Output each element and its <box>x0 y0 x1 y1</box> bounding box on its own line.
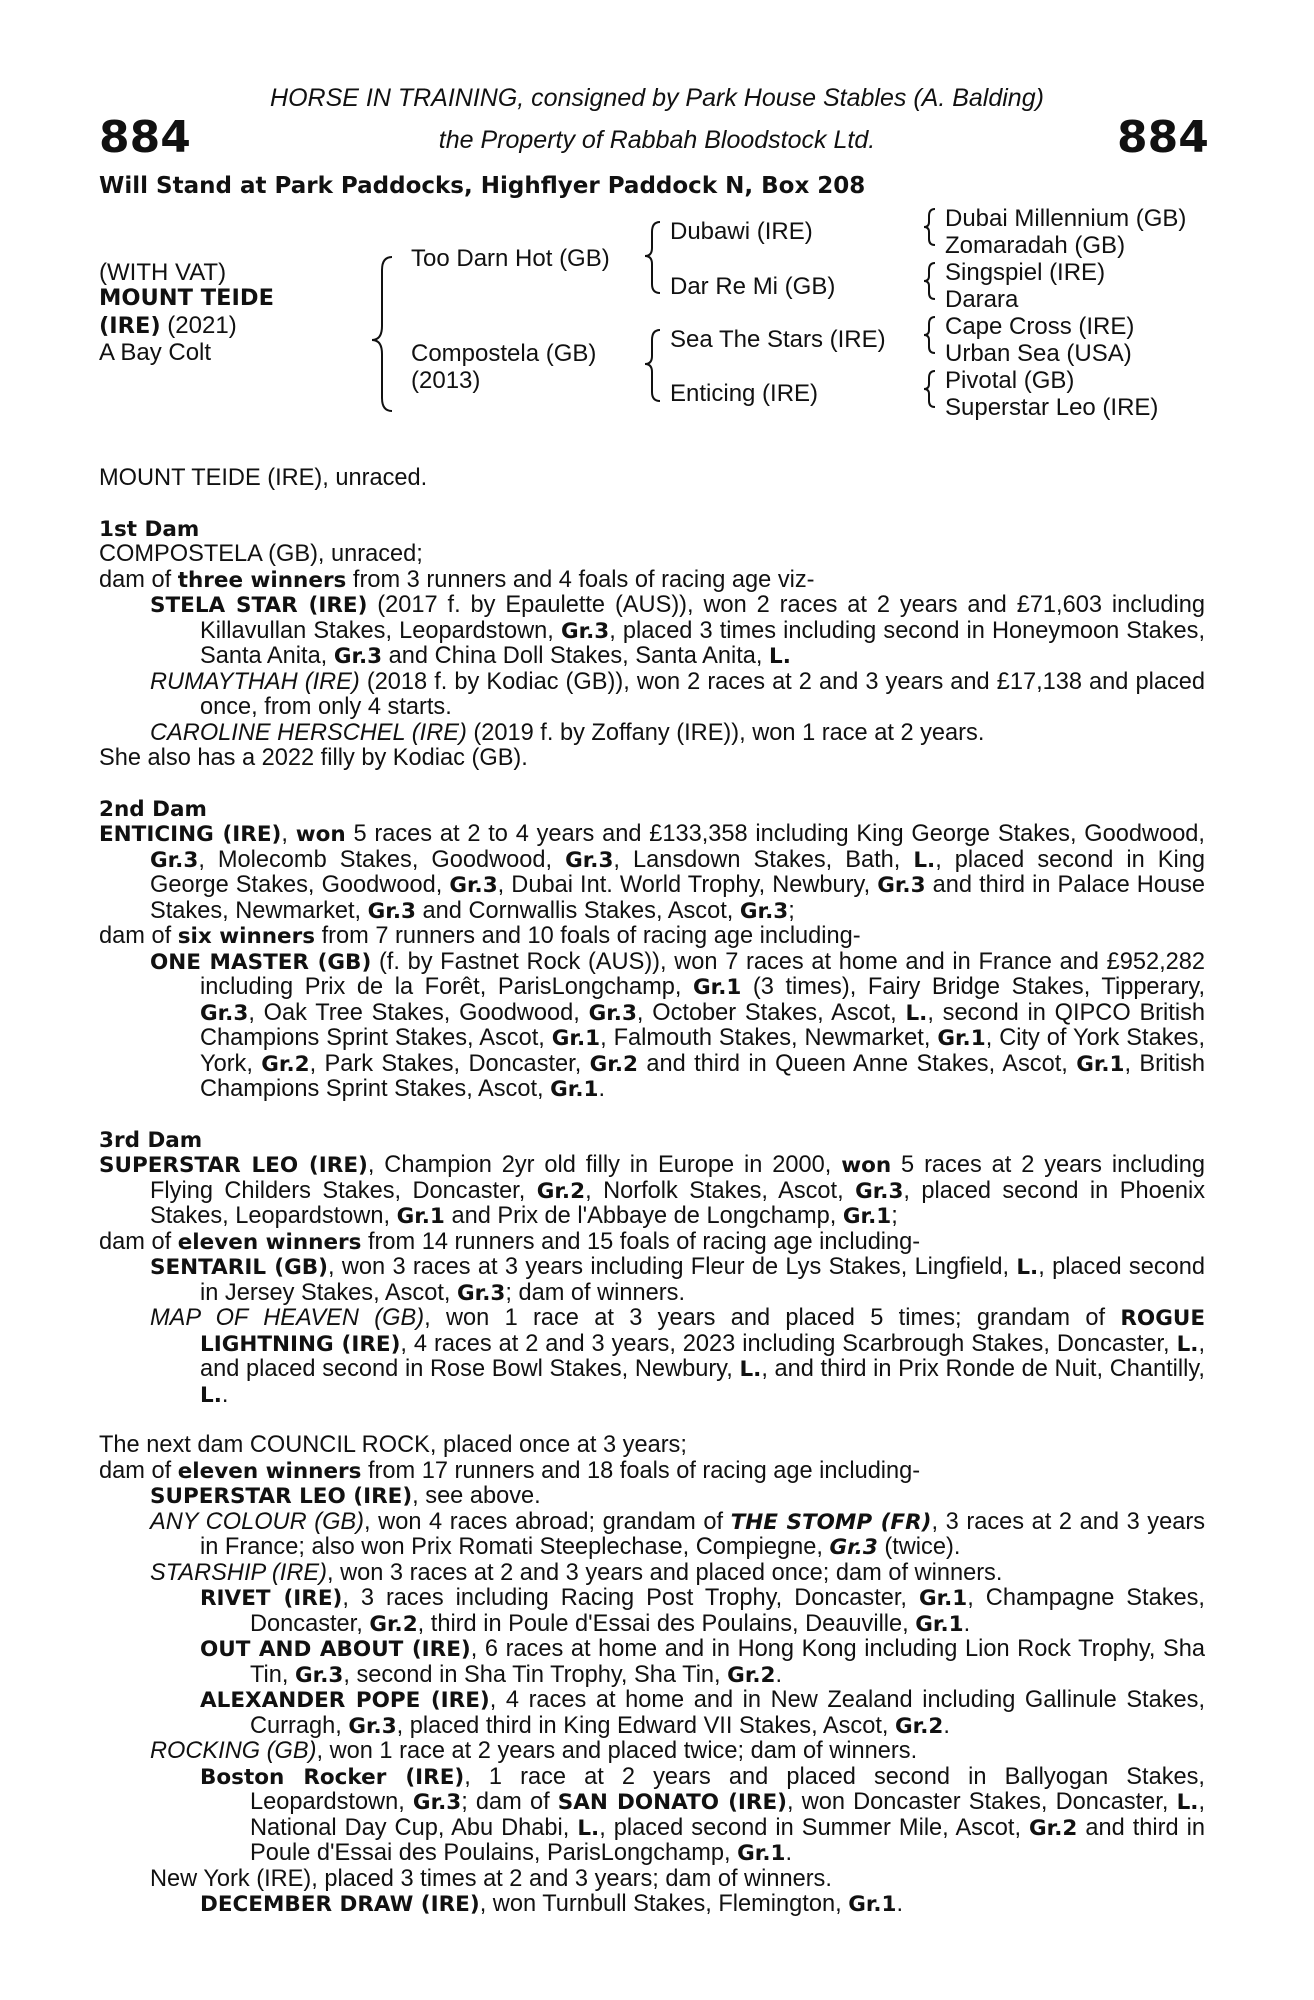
dam2-heading: 2nd Dam <box>99 796 207 822</box>
grade: Gr.3 <box>367 898 416 924</box>
intro-line: MOUNT TEIDE (IRE), unraced. <box>99 465 428 491</box>
grade: L. <box>905 1000 928 1026</box>
winners-count: three winners <box>177 567 347 593</box>
text: , Park Stakes, Doncaster, <box>309 1050 590 1077</box>
gg-1: Dubai Millennium (GB) <box>945 205 1187 232</box>
horse-name: CAROLINE HERSCHEL (IRE) <box>150 719 467 746</box>
text: , 3 races including Racing Post Trophy, Doncaster, <box>342 1585 919 1611</box>
gg-6: Urban Sea (USA) <box>945 340 1132 367</box>
sire: Too Darn Hot (GB) <box>411 245 610 272</box>
dam1-name: COMPOSTELA (GB), unraced; <box>99 541 423 567</box>
bracket-g3 <box>924 317 935 353</box>
text: 5 races at 2 to 4 years and £133,358 including King George Stakes, Goodwood, <box>345 821 1205 847</box>
text: ; <box>788 897 795 924</box>
text: , Lansdown Stakes, Bath, <box>613 846 914 873</box>
horse-name: ALEXANDER POPE (IRE) <box>200 1688 490 1713</box>
horse-name: ROGUE LIGHTNING (IRE) <box>200 1306 1205 1357</box>
text: , won Doncaster Stakes, Doncaster, <box>787 1789 1177 1815</box>
grade: Gr.2 <box>536 1178 586 1204</box>
dam-year: (2013) <box>411 367 481 394</box>
gg-2: Zomaradah (GB) <box>945 232 1126 259</box>
grade: Gr.2 <box>727 1662 776 1688</box>
dam1-heading: 1st Dam <box>99 516 200 542</box>
grade: Gr.3 <box>565 847 614 873</box>
horse-name: STELA STAR (IRE) <box>150 593 368 618</box>
horse-name: SUPERSTAR LEO (IRE) <box>150 1484 413 1509</box>
horse-name: ONE MASTER (GB) <box>150 949 372 975</box>
next-dam-produce-5a <box>200 1892 1205 1918</box>
dam3-produce-2 <box>150 1306 1205 1408</box>
horse-name: ANY COLOUR (GB) <box>150 1508 365 1535</box>
consignor-line: HORSE IN TRAINING, consigned by Park House Stables (A. Balding) <box>270 84 1044 112</box>
dam-name: Compostela (GB) <box>411 340 597 367</box>
grade: L. <box>739 1357 762 1382</box>
grade: Gr.2 <box>261 1051 310 1077</box>
dam-dam: Enticing (IRE) <box>670 380 819 407</box>
text: , placed second in Phoenix Stakes, Leopardstown, <box>150 1177 1205 1229</box>
text: and third in Queen Anne Stakes, Ascot, <box>637 1050 1077 1077</box>
grade: Gr.1 <box>737 1841 786 1866</box>
grade: Gr.3 <box>150 847 199 873</box>
gg-7: Pivotal (GB) <box>945 367 1075 394</box>
winners-count: six winners <box>177 924 316 949</box>
text: , Molecomb Stakes, Goodwood, <box>198 846 566 873</box>
text: ; dam of winners. <box>505 1279 685 1306</box>
next-dam-produce-3a <box>200 1586 1205 1637</box>
text: , won 1 race at 3 years and placed 5 times; grandam of <box>424 1305 1121 1331</box>
text: , won 4 races abroad; grandam of <box>364 1508 731 1535</box>
grade: Gr.1 <box>396 1204 445 1229</box>
text: , placed second in King George Stakes, Goodwood, <box>150 846 1205 898</box>
next-dam-produce-3b <box>200 1637 1205 1688</box>
dam2-record: ENTICING (IRE), won 5 races at 2 to 4 years and £133,358 including King George Stakes, Goodwood, Gr.3, Molecomb Stakes, Goodwood, Gr.3, Lansdown Stakes, Bath, L., placed second in King George Stakes, Goodwood, Gr.3, Dubai Int. World Trophy, Newbury, Gr.3 and third in Palace House Stakes, Newmarket, Gr.3 and Cornwallis Stakes, Ascot, Gr.3; <box>99 821 1205 924</box>
horse-name: RUMAYTHAH (IRE) <box>150 668 360 695</box>
text: from 3 runners and 4 foals of racing age viz- <box>346 566 815 593</box>
text: dam of <box>99 1228 178 1255</box>
gg-3: Singspiel (IRE) <box>945 259 1106 286</box>
next-dam-produce-4a <box>200 1765 1205 1867</box>
grade: L. <box>577 1815 600 1841</box>
grade: Gr.1 <box>693 975 742 1000</box>
next-dam-produce-3 <box>150 1561 1205 1587</box>
horse-year: (2021) <box>160 312 237 339</box>
text: , British Champions Sprint Stakes, Ascot, <box>200 1050 1205 1102</box>
bracket-main <box>372 257 392 411</box>
text: , won 3 races at 3 years including Fleur de Lys Stakes, Lingfield, <box>328 1254 1017 1280</box>
text: (2019 f. by Zoffany (IRE)), won 1 race at 2 years. <box>466 719 985 746</box>
text: , and third in Prix Ronde de Nuit, Chantilly, <box>761 1356 1205 1382</box>
sire-dam: Dar Re Mi (GB) <box>670 273 836 300</box>
text: , 4 races at home and in New Zealand including Gallinule Stakes, Curragh, <box>250 1687 1206 1739</box>
dam3-heading: 3rd Dam <box>99 1127 203 1153</box>
grade: Gr.3 <box>739 898 789 924</box>
grade: Gr.3 <box>560 618 610 644</box>
text: , October Stakes, Ascot, <box>636 999 906 1026</box>
text: from 7 runners and 10 foals of racing age including- <box>315 923 861 949</box>
text: (f. by Fastnet Rock (AUS)), won 7 races at home and in France and £952,282 including Prix de la Forêt, ParisLongchamp, <box>200 948 1206 1000</box>
grade: Gr.2 <box>369 1611 418 1637</box>
dam1-produce-2 <box>150 670 1205 721</box>
won: won <box>841 1153 892 1178</box>
text: , placed 3 times including second in Honeymoon Stakes, Santa Anita, <box>200 617 1205 669</box>
grade: L. <box>769 644 791 669</box>
grade: Gr.1 <box>550 1077 599 1102</box>
text: , and placed second in Rose Bowl Stakes, Newbury, <box>200 1330 1205 1382</box>
text: , placed second in Jersey Stakes, Ascot, <box>200 1254 1205 1306</box>
text: , second in Sha Tin Trophy, Sha Tin, <box>343 1661 728 1688</box>
text: , 4 races at 2 and 3 years, 2023 including Scarbrough Stakes, Doncaster, <box>400 1330 1177 1357</box>
property-line: the Property of Rabbah Bloodstock Ltd. <box>438 126 876 154</box>
horse-name: MAP OF HEAVEN (GB) <box>150 1305 425 1331</box>
grade: Gr.3 <box>588 1000 637 1026</box>
text: . <box>896 1891 904 1917</box>
dam3-produce-1 <box>150 1255 1205 1306</box>
grade: L. <box>913 847 936 873</box>
horse-name: SUPERSTAR LEO (IRE) <box>99 1153 368 1178</box>
grade: L. <box>1176 1331 1199 1357</box>
next-dam-produce-5: New York (IRE), placed 3 times at 2 and 3 years; dam of winners. <box>150 1865 832 1892</box>
lot-number-left: 884 <box>99 112 191 163</box>
won: won <box>295 822 346 847</box>
text: . <box>598 1076 606 1102</box>
gg-8: Superstar Leo (IRE) <box>945 394 1159 421</box>
text: dam of <box>99 566 178 593</box>
vat-label: (WITH VAT) <box>99 259 227 286</box>
bracket-g2 <box>924 263 935 299</box>
text: , 6 races at home and in Hong Kong including Lion Rock Trophy, Sha Tin, <box>250 1636 1205 1688</box>
text: . <box>221 1381 229 1408</box>
winners-count: eleven winners <box>177 1229 362 1255</box>
dam-sire: Sea The Stars (IRE) <box>670 326 886 353</box>
stand-location: Will Stand at Park Paddocks, Highflyer Paddock N, Box 208 <box>99 173 866 199</box>
text: from 17 runners and 18 foals of racing age including- <box>361 1457 921 1484</box>
next-dam-produce-4 <box>150 1739 1205 1765</box>
text: ; <box>891 1203 898 1229</box>
dam2-produce-summary <box>99 924 1205 950</box>
text: . <box>963 1610 971 1637</box>
dam3-produce-summary <box>99 1230 1205 1256</box>
dam3-record <box>99 1153 1205 1230</box>
horse-name: SENTARIL (GB) <box>150 1255 328 1280</box>
text: (twice). <box>877 1534 961 1560</box>
grade: L. <box>200 1382 222 1408</box>
grade: Gr.3 <box>200 1000 249 1026</box>
text: , 1 race at 2 years and placed second in Ballyogan Stakes, Leopardstown, <box>250 1763 1205 1815</box>
text: 5 races at 2 years including Flying Childers Stakes, Doncaster, <box>150 1152 1205 1204</box>
dam2-produce-1 <box>150 950 1205 1103</box>
text: from 14 runners and 15 foals of racing age including- <box>361 1228 921 1255</box>
grade: Gr.1 <box>918 1586 968 1611</box>
horse-name: DECEMBER DRAW (IRE) <box>200 1892 480 1917</box>
horse-name-line2 <box>99 312 237 340</box>
text: (2017 f. by Epaulette (AUS)), won 2 races at 2 years and £71,603 including Killavullan Stakes, Leopardstown, <box>200 592 1206 644</box>
text: , Champion 2yr old filly in Europe in 2000, <box>367 1152 842 1178</box>
grade: Gr.3 <box>412 1790 462 1815</box>
text: , Norfolk Stakes, Ascot, <box>585 1177 856 1204</box>
text: and third in Poule d'Essai des Poulains, ParisLongchamp, <box>250 1814 1206 1866</box>
text: ; dam of <box>461 1789 558 1815</box>
text: (2018 f. by Kodiac (GB)), won 2 races at 2 and 3 years and £17,138 and placed once, from only 4 starts. <box>200 668 1205 720</box>
grade: Gr.1 <box>848 1892 897 1917</box>
text: dam of <box>99 1457 178 1484</box>
dam1-produce-3 <box>150 721 1205 747</box>
text: dam of <box>99 923 178 949</box>
text: , National Day Cup, Abu Dhabi, <box>250 1789 1205 1841</box>
text: and China Doll Stakes, Santa Anita, <box>382 643 770 669</box>
text: and third in Palace House Stakes, Newmarket, <box>150 872 1205 924</box>
horse-name: OUT AND ABOUT (IRE) <box>200 1637 471 1662</box>
winners-count: eleven winners <box>177 1458 362 1484</box>
text: , placed third in King Edward VII Stakes, Ascot, <box>396 1712 896 1739</box>
grade: Gr.2 <box>895 1713 944 1739</box>
catalogue-body <box>99 466 1205 1918</box>
grade: Gr.1 <box>842 1204 892 1229</box>
text: and Cornwallis Stakes, Ascot, <box>415 897 740 924</box>
text: , Oak Tree Stakes, Goodwood, <box>248 999 589 1026</box>
grade: Gr.3 <box>295 1662 344 1688</box>
grade: L. <box>1016 1255 1039 1280</box>
next-dam-produce-summary <box>99 1459 1205 1485</box>
horse-description: A Bay Colt <box>99 339 212 366</box>
text: . <box>775 1661 783 1688</box>
horse-name: STARSHIP (IRE) <box>150 1559 327 1586</box>
grade: Gr.3 <box>449 873 498 898</box>
grade: Gr.1 <box>551 1026 601 1051</box>
horse-name: RIVET (IRE) <box>200 1586 343 1611</box>
bracket-g4 <box>924 371 935 407</box>
text: , see above. <box>412 1483 541 1509</box>
text: . <box>943 1712 950 1739</box>
grade: Gr.3 <box>457 1280 506 1306</box>
next-dam-produce-2 <box>150 1510 1205 1561</box>
text: , won 3 races at 2 and 3 years and placed once; dam of winners. <box>326 1559 1003 1586</box>
grade: Gr.3 <box>348 1713 397 1739</box>
horse-name: MOUNT TEIDE <box>99 285 274 311</box>
text: , Champagne Stakes, Doncaster, <box>250 1585 1205 1637</box>
grade: Gr.3 <box>855 1178 904 1204</box>
text: , City of York Stakes, York, <box>200 1025 1205 1077</box>
next-dam-produce-1 <box>150 1484 1205 1510</box>
gg-5: Cape Cross (IRE) <box>945 313 1135 340</box>
horse-name: THE STOMP (FR) <box>730 1509 932 1535</box>
text: , second in QIPCO British Champions Sprint Stakes, Ascot, <box>200 999 1205 1051</box>
text: , Falmouth Stakes, Newmarket, <box>600 1025 938 1051</box>
text: (3 times), Fairy Bridge Stakes, Tipperary, <box>741 974 1205 1000</box>
gg-4: Darara <box>945 286 1019 313</box>
text: and Prix de l'Abbaye de Longchamp, <box>444 1203 843 1229</box>
grade: Gr.1 <box>915 1611 964 1637</box>
dam1-produce-summary <box>99 568 1205 594</box>
grade: Gr.3 <box>829 1535 878 1560</box>
text: , placed second in Summer Mile, Ascot, <box>599 1814 1030 1841</box>
text: , 3 races at 2 and 3 years in France; also won Prix Romati Steeplechase, Compiegne, <box>200 1508 1205 1560</box>
next-dam-produce-3c <box>200 1688 1205 1739</box>
horse-name: Boston Rocker (IRE) <box>200 1764 465 1790</box>
text: , won 1 race at 2 years and placed twice; dam of winners. <box>316 1738 918 1764</box>
sire-sire: Dubawi (IRE) <box>670 218 813 245</box>
bracket-g1 <box>924 209 935 245</box>
text: . <box>785 1840 793 1866</box>
horse-name: SAN DONATO (IRE) <box>557 1790 787 1815</box>
grade: L. <box>1176 1790 1199 1815</box>
lot-number-right: 884 <box>1117 112 1209 163</box>
grade: Gr.1 <box>1076 1051 1125 1077</box>
horse-name: ROCKING (GB) <box>150 1738 317 1764</box>
grade: Gr.3 <box>333 644 383 669</box>
text: , third in Poule d'Essai des Poulains, Deauville, <box>417 1610 916 1637</box>
bracket-sire <box>645 222 660 293</box>
bracket-dam <box>645 330 660 401</box>
text: , Dubai Int. World Trophy, Newbury, <box>497 872 878 898</box>
grade: Gr.2 <box>1029 1815 1078 1841</box>
grade: Gr.2 <box>589 1051 638 1077</box>
dam1-produce-1 <box>150 593 1205 670</box>
grade: Gr.1 <box>937 1026 986 1051</box>
dam1-also: She also has a 2022 filly by Kodiac (GB). <box>99 745 528 771</box>
next-dam-line: The next dam COUNCIL ROCK, placed once at 3 years; <box>99 1432 687 1458</box>
horse-country: (IRE) <box>99 313 161 339</box>
horse-name: ENTICING (IRE) <box>99 822 282 847</box>
text: , won Turnbull Stakes, Flemington, <box>479 1891 849 1917</box>
grade: Gr.3 <box>877 873 926 898</box>
